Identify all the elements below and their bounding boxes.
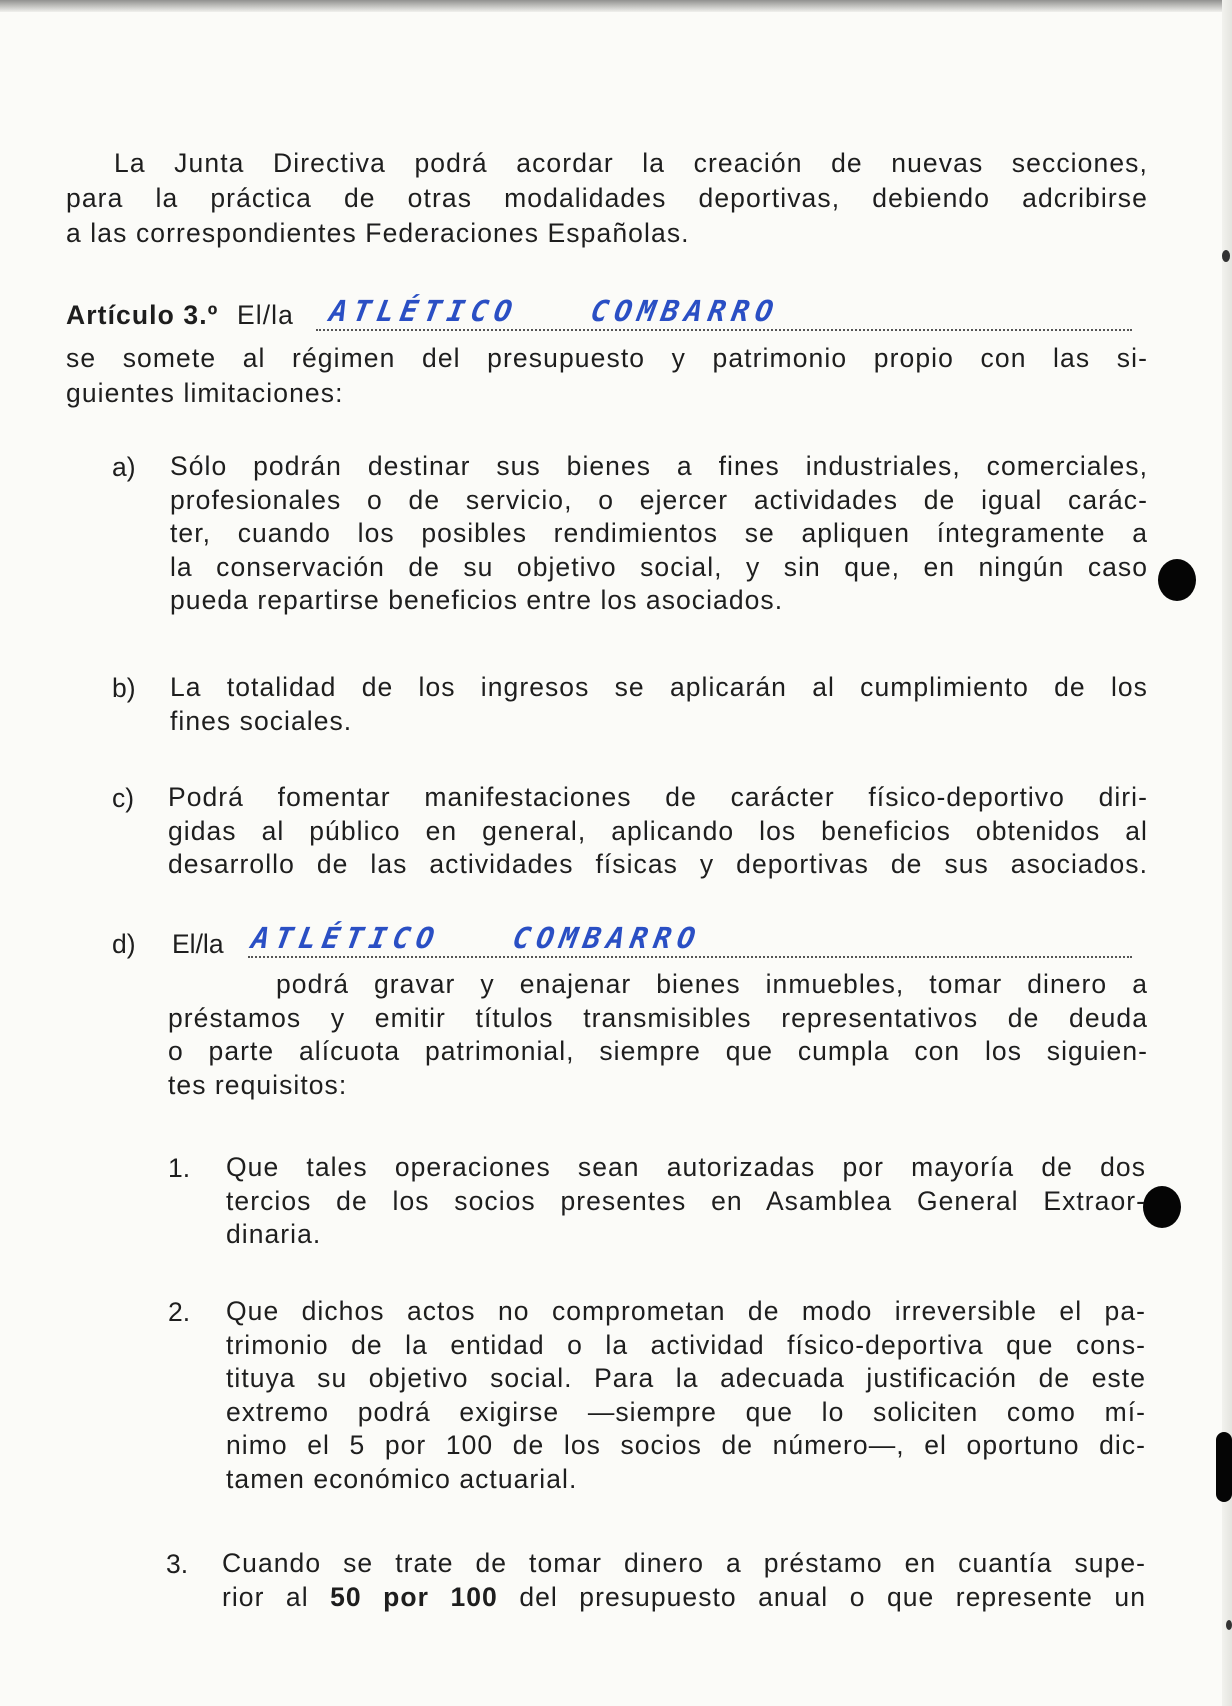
text-line: Podrá fomentar manifestaciones de carácter físico-deportivo diri- [168,782,1148,812]
text-run: del presupuesto anual o que represente un [519,1581,1146,1612]
requirement-marker: 2. [168,1297,191,1327]
intro-paragraph [66,146,1148,251]
text-line: gidas al público en general, aplicando los beneficios obtenidos al [168,815,1148,846]
text-run: rior al [222,1581,309,1612]
text-line: o parte alícuota patrimonial, siempre que cumpla con los siguien- [168,1036,1148,1066]
article-heading-line [66,298,294,333]
fill-in-line [248,956,1132,958]
requirement-marker: 1. [168,1153,191,1183]
text-line: Cuando se trate de tomar dinero a préstamo en cuantía supe- [222,1548,1146,1578]
text-line: podrá gravar y enajenar bienes inmuebles, tomar dinero a [276,969,1148,999]
text-line: a las correspondientes Federaciones Españolas. [66,218,690,248]
text-line: desarrollo de las actividades físicas y deportivas de sus asociados. [168,849,1148,879]
punch-hole [1216,1432,1232,1502]
item-marker: d) [112,929,136,959]
item-marker: b) [112,673,136,703]
text-line: guientes limitaciones: [66,378,344,408]
text-line: extremo podrá exigirse —siempre que lo soliciten como mí- [226,1396,1146,1427]
text-line: fines sociales. [170,705,353,736]
item-d-text [168,968,1148,1102]
scan-speck [1226,1620,1232,1630]
text-line: nimo el 5 por 100 de los socios de número—, el oportuno dic- [226,1430,1146,1460]
handwritten-club-name: ATLÉTICO COMBARRO [249,921,704,955]
text-line: pueda repartirse beneficios entre los asociados. [170,585,784,615]
requirement-1-text [226,1151,1146,1252]
handwritten-club-name: ATLÉTICO COMBARRO [327,294,782,328]
text-line: trimonio de la entidad o la actividad físico-deportiva que cons- [226,1329,1146,1360]
item-c-text [168,781,1148,882]
text-line: dinaria. [226,1219,322,1249]
text-line: para la práctica de otras modalidades deportivas, debiendo adcribirse [66,183,1148,213]
item-marker: a) [112,452,136,482]
item-marker: c) [112,783,135,813]
text-line: Que dichos actos no comprometan de modo irreversible el pa- [226,1296,1146,1326]
requirement-marker: 3. [166,1549,189,1579]
scan-speck [1222,250,1230,262]
article-paragraph [66,341,1148,411]
punch-hole [1158,559,1196,601]
article-prefix: El/la [236,300,294,330]
text-line: Sólo podrán destinar sus bienes a fines industriales, comerciales, [170,451,1148,481]
text-line: La totalidad de los ingresos se aplicarán al cumplimiento de los [170,672,1148,702]
item-a-text [170,450,1148,618]
scan-top-edge [0,0,1232,12]
text-line: La Junta Directiva podrá acordar la creación de nuevas secciones, [114,148,1148,178]
text-line: ter, cuando los posibles rendimientos se apliquen íntegramente a [170,518,1148,548]
text-line: tituya su objetivo social. Para la adecuada justificación de este [226,1363,1146,1393]
fill-in-line [316,329,1132,331]
requirement-2-text [226,1295,1146,1496]
requirement-3-text [222,1547,1146,1614]
bold-amount: 50 por 100 [330,1581,498,1612]
text-line: profesionales o de servicio, o ejercer actividades de igual carác- [170,484,1148,515]
text-line: Que tales operaciones sean autorizadas por mayoría de dos [226,1152,1146,1182]
text-line: tamen económico actuarial. [226,1463,578,1494]
text-line: préstamos y emitir títulos transmisibles representativos de deuda [168,1002,1148,1033]
text-line: tes requisitos: [168,1069,348,1100]
article-heading: Artículo 3.º [66,300,219,330]
item-d-prefix: El/la [172,929,224,959]
punch-hole [1143,1186,1181,1228]
text-line: se somete al régimen del presupuesto y patrimonio propio con las si- [66,343,1148,373]
text-line [222,1581,1146,1615]
text-line: tercios de los socios presentes en Asamblea General Extraor- [226,1185,1146,1216]
item-b-text [170,671,1148,738]
text-line: la conservación de su objetivo social, y sin que, en ningún caso [170,551,1148,582]
